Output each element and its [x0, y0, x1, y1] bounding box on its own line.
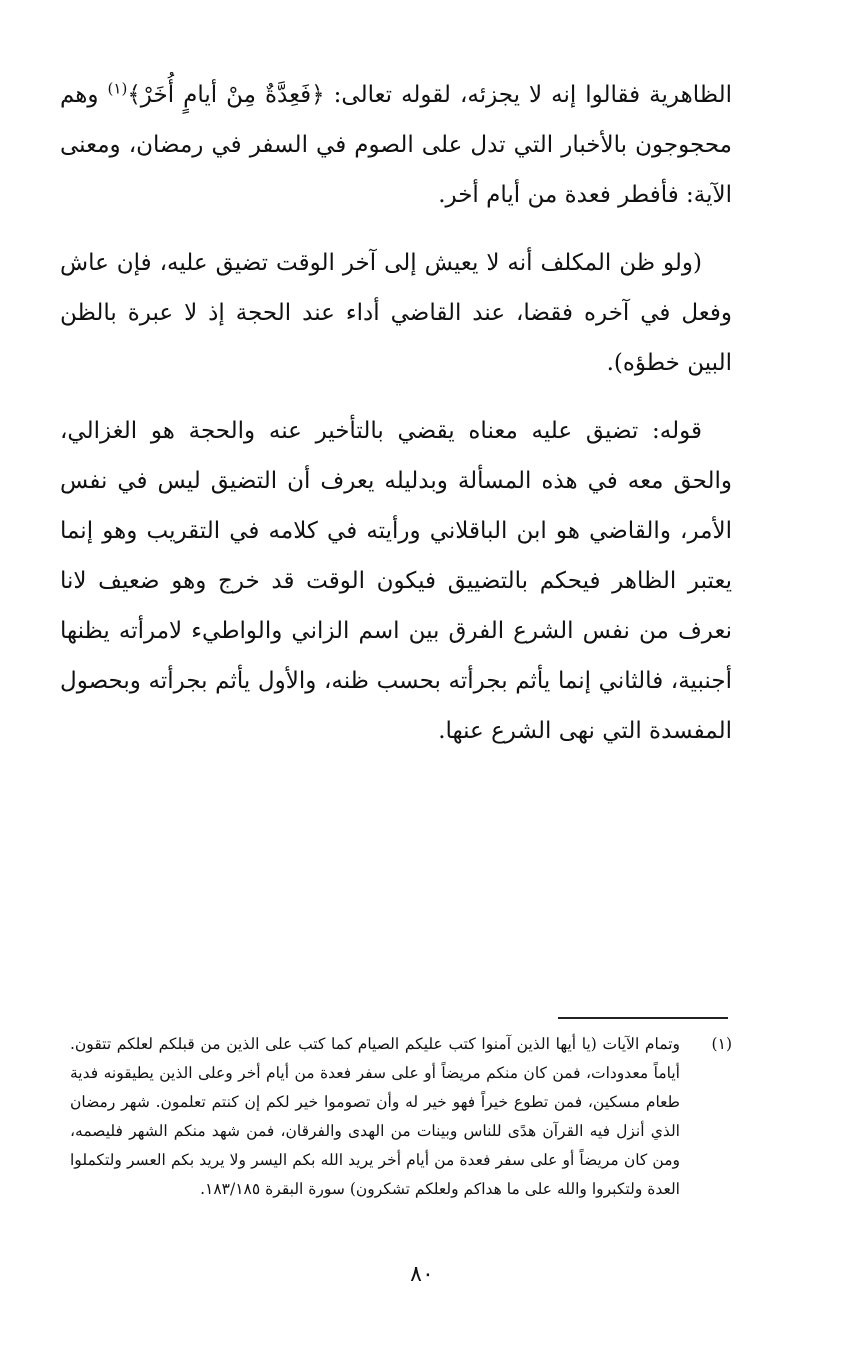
- footnote-number: (١): [711, 1035, 732, 1053]
- paragraph-3: قوله: تضيق عليه معناه يقضي بالتأخير عنه والحجة هو الغزالي، والحق معه في هذه المسألة وبدليله يعرف أن التضيق ليس في نفس الأمر، والقاضي هو ابن الباقلاني ورأيته في كلامه في التقريب وهو إنما يعتبر الظاهر فيحكم بالتضييق فيكون الوقت قد خرج وهو ضعيف لانا نعرف من نفس الشرع الفرق بين اسم الزاني والواطيء لامرأته يظنها أجنبية، فالثاني إنما يأثم بجرأته بحسب ظنه، والأول يأثم بجرأته وبحصول المفسدة التي نهى الشرع عنها.: [60, 418, 732, 744]
- paragraph-1: [60, 70, 732, 220]
- footnote-reference[interactable]: (١): [107, 79, 128, 98]
- footnote-separator-rule: [558, 1017, 728, 1019]
- paragraph-1-before-quote: الظاهرية فقالوا إنه لا يجزئه، لقوله تعالى:: [324, 82, 732, 108]
- footnote-text: وتمام الآيات (يا أيها الذين آمنوا كتب عليكم الصيام كما كتب على الذين من قبلكم لعلكم تتقون. أياماً معدودات، فمن كان منكم مريضاً أو على سفر فعدة من أيام أخر وعلى الذين يطيقونه فدية طعام مسكين، فمن تطوع خيراً فهو خير له وأن تصوموا خير لكم إن كنتم تعلمون. شهر رمضان الذي أنزل فيه القرآن هدًى للناس وبينات من الهدى والفرقان، فمن شهد منكم الشهر فليصمه، ومن كان مريضاً أو على سفر فعدة من أيام أخر يريد الله بكم اليسر ولا يريد بكم العسر ولتكملوا العدة ولتكبروا والله على ما هداكم ولعلكم تشكرون) سورة البقرة ١٨٣/١٨٥.: [70, 1035, 680, 1198]
- paragraph-1-after-quote: وهم محجوجون بالأخبار التي تدل على الصوم في السفر في رمضان، ومعنى الآية: فأفطر فعدة من أيام أخر.: [60, 82, 732, 208]
- page-number: ٨٠: [410, 1262, 434, 1287]
- quran-verse-quote: ﴿فَعِدَّةٌ مِنْ أيامٍ أُخَرْ﴾: [127, 82, 325, 108]
- paragraph-2: (ولو ظن المكلف أنه لا يعيش إلى آخر الوقت تضيق عليه، فإن عاش وفعل في آخره فقضا، عند القاضي أداء عند الحجة إذ لا عبرة بالظن البين خطؤه).: [60, 250, 732, 376]
- main-text-body: [60, 70, 732, 774]
- footnotes-section: [70, 1030, 732, 1204]
- footnote-1: [70, 1030, 732, 1204]
